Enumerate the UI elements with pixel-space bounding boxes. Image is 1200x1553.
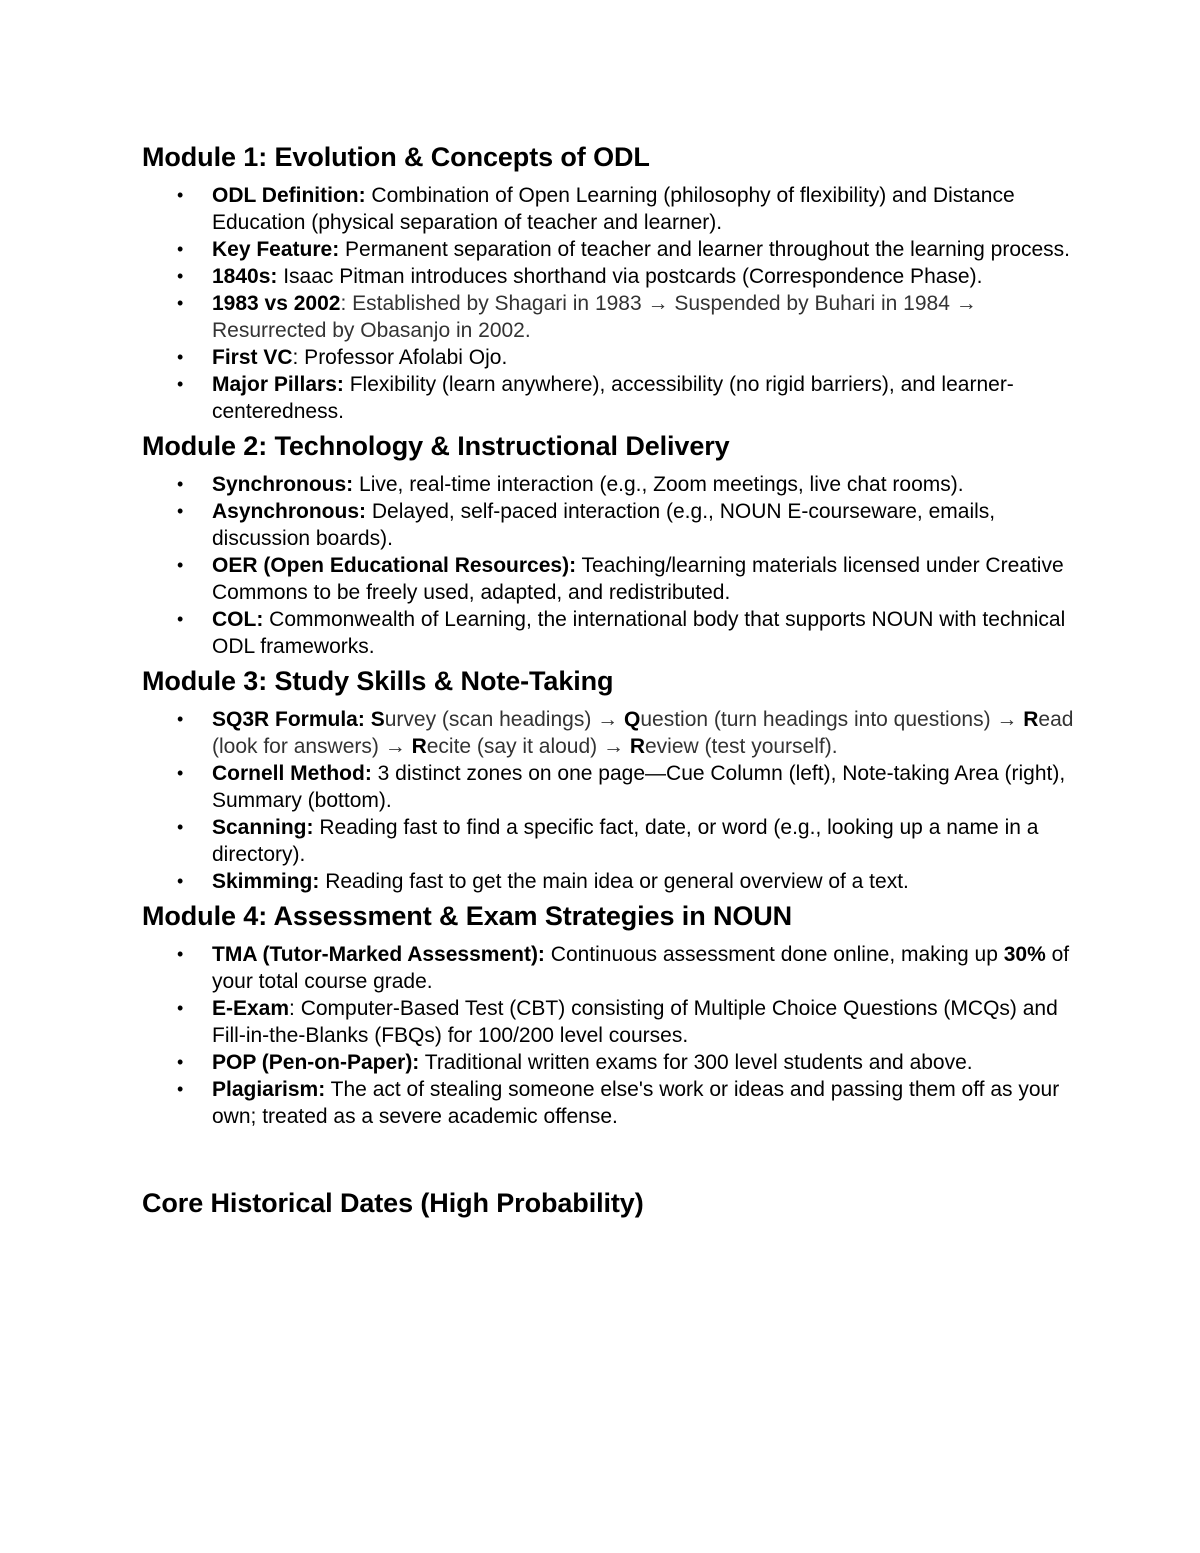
- list-item: [212, 471, 1080, 498]
- sq3r-letter: S: [370, 708, 385, 731]
- item-text: : Professor Afolabi Ojo.: [292, 346, 508, 369]
- item-text: : Computer-Based Test (CBT) consisting of Multiple Choice Questions (MCQs) and Fill-in-the-Blanks (FBQs) for 100/200 level courses.: [212, 997, 1058, 1047]
- list-item: [212, 552, 1080, 606]
- list-item: [212, 1049, 1080, 1076]
- sq3r-text: ead (look for answers) →: [212, 708, 1074, 758]
- list-item: [212, 1076, 1080, 1130]
- grade-percent: 30%: [1003, 943, 1046, 966]
- sq3r-text: ecite (say it aloud) →: [426, 735, 630, 758]
- module-3-list: [142, 706, 1080, 895]
- list-item: [212, 498, 1080, 552]
- list-item: [212, 868, 1080, 895]
- sq3r-text: urvey (scan headings) →: [384, 708, 624, 731]
- item-text: Combination of Open Learning (philosophy of flexibility) and Distance Education (physical separation of teacher and learner).: [212, 184, 1015, 234]
- item-text: The act of stealing someone else's work or ideas and passing them off as your own; treated as a severe academic offense.: [212, 1078, 1060, 1128]
- item-text: Traditional written exams for 300 level students and above.: [419, 1051, 973, 1074]
- item-label: 1840s:: [212, 265, 278, 288]
- item-label: POP (Pen-on-Paper):: [212, 1051, 420, 1074]
- list-item: [212, 995, 1080, 1049]
- sq3r-letter: Q: [624, 708, 641, 731]
- item-text: : Established by Shagari in 1983 → Suspended by Buhari in 1984 → Resurrected by Obasanjo in 2002.: [212, 292, 977, 342]
- list-item: [212, 182, 1080, 236]
- item-label: 1983 vs 2002: [212, 292, 341, 315]
- core-dates-heading: Core Historical Dates (High Probability): [142, 1188, 644, 1218]
- item-label: Major Pillars:: [212, 373, 344, 396]
- item-text: Live, real-time interaction (e.g., Zoom meetings, live chat rooms).: [353, 473, 964, 496]
- item-text: Continuous assessment done online, making up: [544, 943, 1004, 966]
- module-1-list: [142, 182, 1080, 425]
- item-label: SQ3R Formula:: [212, 708, 365, 731]
- list-item: [212, 706, 1080, 760]
- module-2-list: [142, 471, 1080, 660]
- sq3r-letter: R: [1023, 708, 1039, 731]
- item-text: Flexibility (learn anywhere), accessibility (no rigid barriers), and learner-centeredness.: [212, 373, 1014, 423]
- list-item: [212, 344, 1080, 371]
- item-label: ODL Definition:: [212, 184, 366, 207]
- list-item: [212, 371, 1080, 425]
- item-label: Skimming:: [212, 870, 320, 893]
- item-text: Isaac Pitman introduces shorthand via postcards (Correspondence Phase).: [277, 265, 983, 288]
- list-item: [212, 290, 1080, 344]
- list-item: [212, 263, 1080, 290]
- list-item: [212, 814, 1080, 868]
- module-2-heading: Module 2: Technology & Instructional Delivery: [142, 431, 730, 461]
- sq3r-letter: R: [629, 735, 645, 758]
- item-text: Delayed, self-paced interaction (e.g., NOUN E-courseware, emails, discussion boards).: [212, 500, 996, 550]
- item-label: First VC: [212, 346, 293, 369]
- list-item: [212, 941, 1080, 995]
- item-label: E-Exam: [212, 997, 290, 1020]
- item-text: Permanent separation of teacher and learner throughout the learning process.: [339, 238, 1071, 261]
- item-label: COL:: [212, 608, 264, 631]
- module-4-list: [142, 941, 1080, 1130]
- item-label: Cornell Method:: [212, 762, 372, 785]
- module-4-heading: Module 4: Assessment & Exam Strategies in NOUN: [142, 901, 793, 931]
- list-item: [212, 606, 1080, 660]
- sq3r-text: eview (test yourself).: [645, 735, 838, 758]
- item-text: of your total course grade.: [212, 943, 1070, 993]
- sq3r-text: uestion (turn headings into questions) →: [640, 708, 1024, 731]
- item-text: 3 distinct zones on one page—Cue Column (left), Note-taking Area (right), Summary (bottom).: [212, 762, 1066, 812]
- item-label: TMA (Tutor-Marked Assessment):: [212, 943, 545, 966]
- item-label: OER (Open Educational Resources):: [212, 554, 577, 577]
- list-item: [212, 236, 1080, 263]
- item-text: Reading fast to get the main idea or general overview of a text.: [319, 870, 909, 893]
- sq3r-letter: R: [411, 735, 427, 758]
- list-item: [212, 760, 1080, 814]
- item-label: Plagiarism:: [212, 1078, 326, 1101]
- item-text: Reading fast to find a specific fact, date, or word (e.g., looking up a name in a directory).: [212, 816, 1039, 866]
- item-label: Asynchronous:: [212, 500, 367, 523]
- item-text: Commonwealth of Learning, the international body that supports NOUN with technical ODL frameworks.: [212, 608, 1066, 658]
- item-label: Scanning:: [212, 816, 314, 839]
- module-1-heading: Module 1: Evolution & Concepts of ODL: [142, 142, 650, 172]
- item-label: Key Feature:: [212, 238, 340, 261]
- module-3-heading: Module 3: Study Skills & Note-Taking: [142, 666, 614, 696]
- item-label: Synchronous:: [212, 473, 354, 496]
- item-text: Teaching/learning materials licensed under Creative Commons to be freely used, adapted, and redistributed.: [212, 554, 1064, 604]
